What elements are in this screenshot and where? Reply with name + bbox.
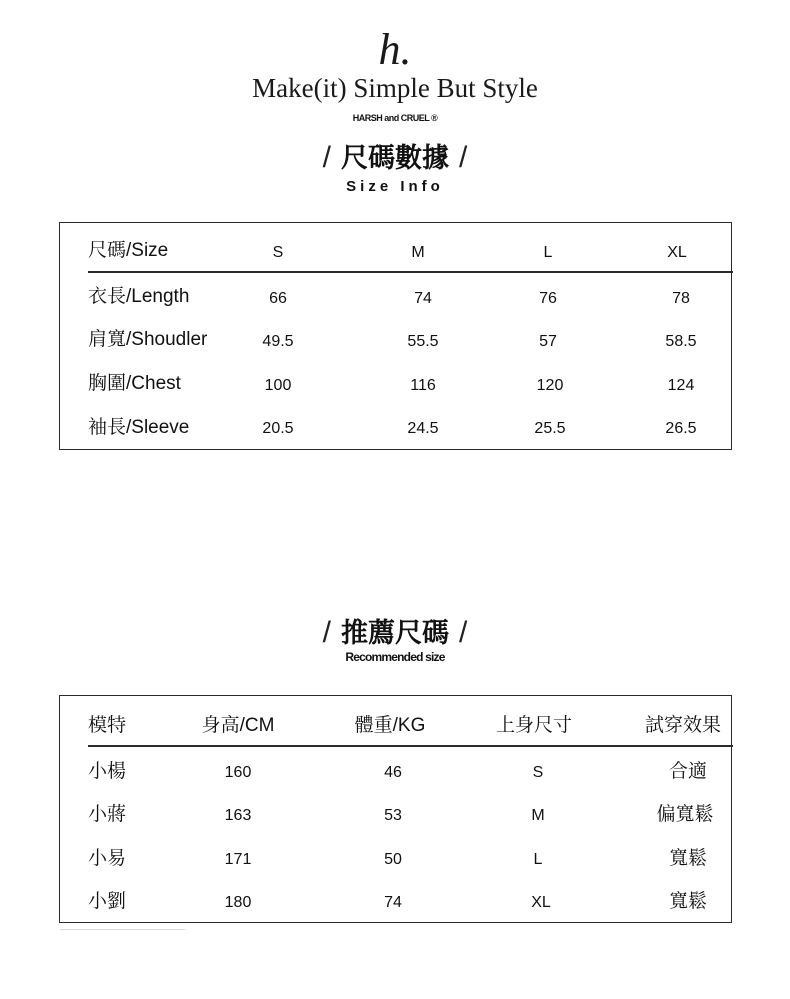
- table-cell: 76: [539, 290, 557, 307]
- table-cell: 58.5: [665, 333, 697, 350]
- recommend-section-title: [0, 617, 790, 649]
- recommend-row-model: 小蔣: [88, 804, 127, 825]
- size-col-header-m: M: [411, 244, 425, 261]
- table-cell: 寬鬆: [668, 848, 708, 869]
- table-cell: L: [533, 851, 543, 868]
- size-row-label-shoulder: 肩寬/Shoudler: [88, 329, 208, 350]
- recommend-row-model: 小劉: [88, 891, 127, 912]
- size-row-label-chest: 胸圍/Chest: [88, 373, 181, 394]
- title-slash-left: /: [322, 616, 331, 649]
- recommend-col-header-height: 身高/CM: [201, 715, 275, 736]
- size-section-subtitle: Size Info: [346, 178, 444, 195]
- recommend-table-header-divider: [88, 745, 733, 747]
- table-cell: 124: [667, 377, 695, 394]
- size-section-title: [0, 142, 790, 174]
- table-cell: 120: [536, 377, 564, 394]
- footer-divider: [60, 929, 185, 930]
- size-table-header-divider: [88, 271, 733, 273]
- recommend-col-header-size: 上身尺寸: [495, 715, 573, 736]
- table-cell: 163: [224, 807, 252, 824]
- table-cell: 74: [414, 290, 432, 307]
- table-cell: M: [531, 807, 545, 824]
- brand-logo-mark: h.: [378, 25, 412, 74]
- brand-name: HARSH and CRUEL ®: [352, 113, 438, 123]
- recommend-col-header-model: 模特: [88, 715, 127, 736]
- title-slash-right: /: [459, 616, 468, 649]
- table-cell: 55.5: [407, 333, 439, 350]
- table-cell: 100: [264, 377, 292, 394]
- title-slash-left: /: [322, 141, 331, 174]
- table-cell: 合適: [668, 761, 708, 782]
- table-cell: 78: [672, 290, 690, 307]
- size-table: [59, 222, 732, 450]
- table-cell: XL: [531, 894, 551, 911]
- size-col-header-l: L: [543, 244, 553, 261]
- table-cell: 57: [539, 333, 557, 350]
- table-cell: 26.5: [665, 420, 697, 437]
- recommend-col-header-weight: 體重/KG: [354, 715, 426, 736]
- recommend-row-model: 小楊: [88, 761, 127, 782]
- table-cell: 20.5: [262, 420, 294, 437]
- recommend-row-model: 小易: [88, 848, 127, 869]
- table-cell: S: [532, 764, 544, 781]
- size-col-header-size: 尺碼/Size: [88, 240, 169, 261]
- table-cell: 46: [384, 764, 402, 781]
- recommend-table: [59, 695, 732, 923]
- recommend-col-header-fit: 試穿效果: [644, 715, 722, 736]
- size-section-title-text: 尺碼數據: [341, 143, 449, 173]
- table-cell: 50: [384, 851, 402, 868]
- table-cell: 49.5: [262, 333, 294, 350]
- size-col-header-xl: XL: [667, 244, 687, 261]
- table-cell: 寬鬆: [668, 891, 708, 912]
- table-cell: 24.5: [407, 420, 439, 437]
- size-col-header-s: S: [272, 244, 284, 261]
- table-cell: 偏寬鬆: [656, 804, 714, 825]
- table-cell: 180: [224, 894, 252, 911]
- brand-tagline: Make(it) Simple But Style: [252, 73, 538, 103]
- table-cell: 25.5: [534, 420, 566, 437]
- recommend-section-subtitle: Recommended size: [345, 650, 445, 664]
- table-cell: 171: [224, 851, 252, 868]
- table-cell: 66: [269, 290, 287, 307]
- title-slash-right: /: [459, 141, 468, 174]
- table-cell: 160: [224, 764, 252, 781]
- size-row-label-sleeve: 袖長/Sleeve: [88, 417, 190, 438]
- table-cell: 53: [384, 807, 402, 824]
- recommend-section-title-text: 推薦尺碼: [341, 618, 449, 648]
- size-row-label-length: 衣長/Length: [88, 286, 190, 307]
- table-cell: 116: [410, 377, 436, 394]
- table-cell: 74: [384, 894, 402, 911]
